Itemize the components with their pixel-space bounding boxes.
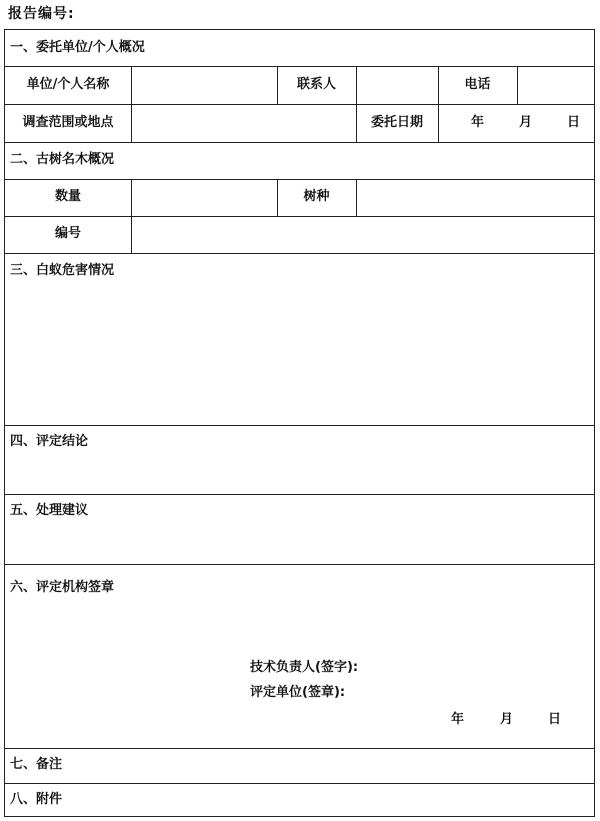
contact-label: 联系人	[296, 77, 336, 92]
col-divider	[131, 179, 132, 216]
entrust-report-form	[4, 29, 595, 817]
report-number-label: 报告编号:	[8, 6, 75, 22]
entrust-date-day: 日	[567, 115, 581, 130]
tree-number-label: 编号	[54, 226, 81, 241]
row-divider	[5, 748, 594, 749]
species-label: 树种	[303, 189, 330, 204]
row-divider	[5, 216, 594, 217]
col-divider	[356, 66, 357, 104]
unit-name-label: 单位/个人名称	[26, 77, 110, 92]
row-divider	[5, 104, 594, 105]
col-divider	[131, 66, 132, 104]
row-divider	[5, 179, 594, 180]
section-3-title: 三、白蚁危害情况	[10, 263, 115, 278]
sign-date-month: 月	[500, 712, 514, 727]
col-divider	[131, 104, 132, 142]
phone-label: 电话	[464, 77, 491, 92]
section-5-title: 五、处理建议	[10, 503, 89, 518]
row-divider	[5, 564, 594, 565]
section-2-title: 二、古树名木概况	[10, 152, 115, 167]
row-divider	[5, 142, 594, 143]
quantity-label: 数量	[54, 189, 81, 204]
col-divider	[356, 179, 357, 216]
row-divider	[5, 66, 594, 67]
col-divider	[438, 104, 439, 142]
section-8-title: 八、附件	[10, 792, 63, 807]
sign-date-year: 年	[451, 712, 465, 727]
survey-scope-label: 调查范围或地点	[22, 115, 114, 130]
row-divider	[5, 494, 594, 495]
col-divider	[131, 216, 132, 253]
section-7-title: 七、备注	[10, 757, 63, 772]
assess-unit-seal-label: 评定单位(签章):	[250, 685, 346, 700]
tech-lead-signature-label: 技术负责人(签字):	[250, 660, 359, 675]
row-divider	[5, 425, 594, 426]
section-1-title: 一、委托单位/个人概况	[10, 40, 145, 55]
entrust-date-year: 年	[471, 115, 485, 130]
entrust-date-month: 月	[519, 115, 533, 130]
section-4-title: 四、评定结论	[10, 434, 89, 449]
row-divider	[5, 783, 594, 784]
entrust-date-label: 委托日期	[370, 115, 423, 130]
sign-date-day: 日	[548, 712, 562, 727]
col-divider	[517, 66, 518, 104]
section-6-title: 六、评定机构签章	[10, 580, 115, 595]
row-divider	[5, 253, 594, 254]
